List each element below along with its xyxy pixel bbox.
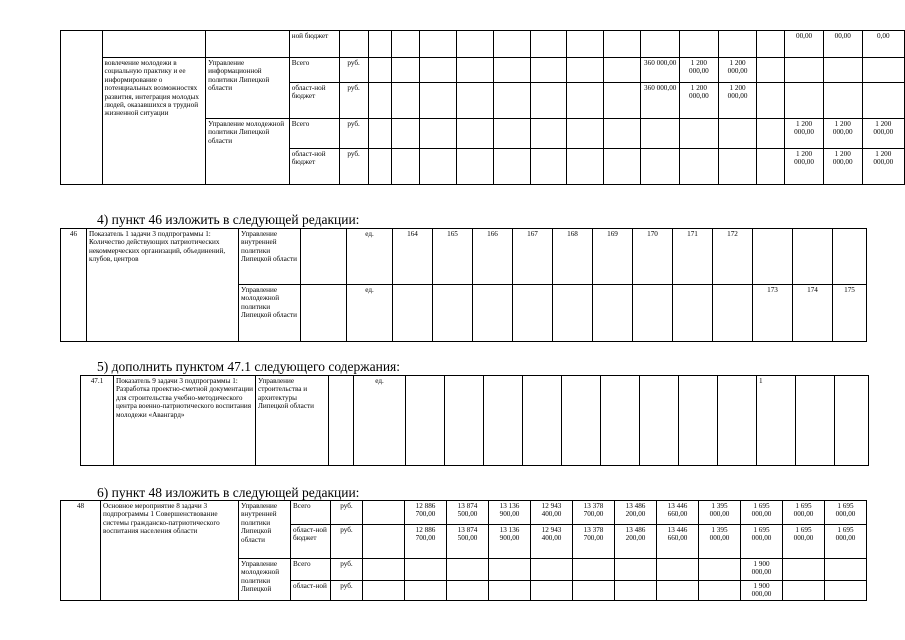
cell-unit: руб. xyxy=(339,58,368,83)
heading-item-6: 6) пункт 48 изложить в следующей редакции: xyxy=(97,485,360,500)
cell-value: 165 xyxy=(433,229,473,285)
cell-indicator-name: Показатель 1 задачи 3 подпрограммы 1: Количество действующих патриотических некоммерческих организаций, объединений, клубов, центров xyxy=(87,229,239,342)
table-row xyxy=(61,58,905,83)
table-item-47-1 xyxy=(80,375,869,466)
cell-value: 168 xyxy=(553,229,593,285)
cell-value: 360 000,00 xyxy=(641,58,680,83)
heading-item-4: 4) пункт 46 изложить в следующей редакции: xyxy=(97,212,360,227)
cell-item-number: 46 xyxy=(61,229,87,342)
cell-value: 13 446 660,00 xyxy=(657,525,699,559)
cell-organization: Управление внутренней политики Липецкой области xyxy=(239,501,291,559)
cell-value: 1 695 000,00 xyxy=(825,501,867,525)
table-item-46 xyxy=(60,228,867,342)
cell-unit: ед. xyxy=(354,376,406,466)
cell-value: 1 695 000,00 xyxy=(783,525,825,559)
cell-value: 172 xyxy=(713,229,753,285)
cell-value: 13 446 660,00 xyxy=(657,501,699,525)
cell-value: 171 xyxy=(673,229,713,285)
cell-value: 360 000,00 xyxy=(641,83,680,119)
cell-organization: Управление внутренней политики Липецкой области xyxy=(239,229,301,285)
cell-unit: руб. xyxy=(331,525,363,559)
cell-unit: ед. xyxy=(347,229,393,285)
cell-value: 1 200 000,00 xyxy=(785,119,824,149)
cell-value: 13 874 500,00 xyxy=(447,525,489,559)
cell-value: 1 395 000,00 xyxy=(699,525,741,559)
cell-value: 13 378 700,00 xyxy=(573,501,615,525)
cell-value: 13 378 700,00 xyxy=(573,525,615,559)
table-row xyxy=(61,501,867,525)
table-row xyxy=(61,31,905,58)
cell-source: Всего xyxy=(289,58,339,83)
cell-item-number: 48 xyxy=(61,501,101,601)
cell-value: 13 136 900,00 xyxy=(489,525,531,559)
cell-value: 170 xyxy=(633,229,673,285)
cell-value: 12 886 700,00 xyxy=(405,525,447,559)
cell-value: 1 200 000,00 xyxy=(823,119,862,149)
cell-unit: руб. xyxy=(331,581,363,601)
cell-value: 1 695 000,00 xyxy=(825,525,867,559)
cell-value: 1 200 000,00 xyxy=(862,119,904,149)
cell-source: област-ной бюджет xyxy=(289,83,339,119)
cell-value: 166 xyxy=(473,229,513,285)
cell-value: 1 395 000,00 xyxy=(699,501,741,525)
cell-budget: ной бюджет xyxy=(289,31,339,58)
table-row xyxy=(61,229,867,285)
cell-unit: руб. xyxy=(339,83,368,119)
cell-organization: Управление молодежной политики Липецкой области xyxy=(239,285,301,342)
cell-organization: Управление информационной политики Липецкой области xyxy=(206,58,290,119)
cell-value: 13 486 200,00 xyxy=(615,525,657,559)
cell-value: 13 486 200,00 xyxy=(615,501,657,525)
cell-value: 12 886 700,00 xyxy=(405,501,447,525)
cell-source: област-ной xyxy=(291,581,331,601)
cell-unit: руб. xyxy=(339,149,368,185)
cell-value: 00,00 xyxy=(823,31,862,58)
cell-value: 1 900 000,00 xyxy=(741,559,783,581)
cell-unit: руб. xyxy=(331,501,363,525)
cell-value: 1 200 000,00 xyxy=(718,83,757,119)
cell-value: 174 xyxy=(793,285,833,342)
cell-event-name: Основное мероприятие 8 задачи 3 подпрограммы 1 Совершенствование системы гражданско-патриотического воспитания населения области xyxy=(101,501,239,601)
cell-value: 1 200 000,00 xyxy=(718,58,757,83)
cell-value: 00,00 xyxy=(785,31,824,58)
cell-organization: Управление молодежной политики Липецкой xyxy=(239,559,291,601)
cell-value: 13 136 900,00 xyxy=(489,501,531,525)
table-item-48 xyxy=(60,500,867,601)
cell-value: 1 695 000,00 xyxy=(783,501,825,525)
cell-value: 175 xyxy=(833,285,867,342)
cell-value: 1 900 000,00 xyxy=(741,581,783,601)
cell-value: 167 xyxy=(513,229,553,285)
cell-event-name: вовлечение молодежи в социальную практику и ее информирование о потенциальных возможностях развития, интеграция молодых людей, оказавшихся в трудной жизненной ситуации xyxy=(102,58,206,185)
cell-value: 13 874 500,00 xyxy=(447,501,489,525)
cell-source: област-ной бюджет xyxy=(289,149,339,185)
cell-value: 1 xyxy=(757,376,796,466)
cell-unit: руб. xyxy=(339,119,368,149)
cell-value: 12 943 400,00 xyxy=(531,525,573,559)
cell-indicator-name: Показатель 9 задачи 3 подпрограммы 1: Разработка проектно-сметной документации для строительства учебно-методического центра военно-патриотического воспитания молодежи «Авангард» xyxy=(114,376,256,466)
cell-value: 1 200 000,00 xyxy=(862,149,904,185)
cell-value: 164 xyxy=(393,229,433,285)
heading-item-5: 5) дополнить пунктом 47.1 следующего содержания: xyxy=(97,359,401,374)
cell-unit: руб. xyxy=(331,559,363,581)
cell-value: 1 695 000,00 xyxy=(741,525,783,559)
cell-source: Всего xyxy=(291,501,331,525)
cell-source: Всего xyxy=(289,119,339,149)
cell-source: Всего xyxy=(291,559,331,581)
cell-value: 169 xyxy=(593,229,633,285)
cell-source: област-ной бюджет xyxy=(291,525,331,559)
table-row xyxy=(81,376,869,466)
cell-value: 173 xyxy=(753,285,793,342)
cell-value: 1 200 000,00 xyxy=(823,149,862,185)
cell-item-number: 47.1 xyxy=(81,376,114,466)
cell-value: 1 200 000,00 xyxy=(680,58,719,83)
cell-value: 1 695 000,00 xyxy=(741,501,783,525)
cell-value: 0,00 xyxy=(862,31,904,58)
cell-value: 1 200 000,00 xyxy=(785,149,824,185)
table-continuation xyxy=(60,30,905,185)
cell-organization: Управление строительства и архитектуры Липецкой области xyxy=(256,376,329,466)
cell-unit: ед. xyxy=(347,285,393,342)
cell-value: 1 200 000,00 xyxy=(680,83,719,119)
cell-organization: Управление молодежной политики Липецкой области xyxy=(206,119,290,185)
cell-value: 12 943 400,00 xyxy=(531,501,573,525)
